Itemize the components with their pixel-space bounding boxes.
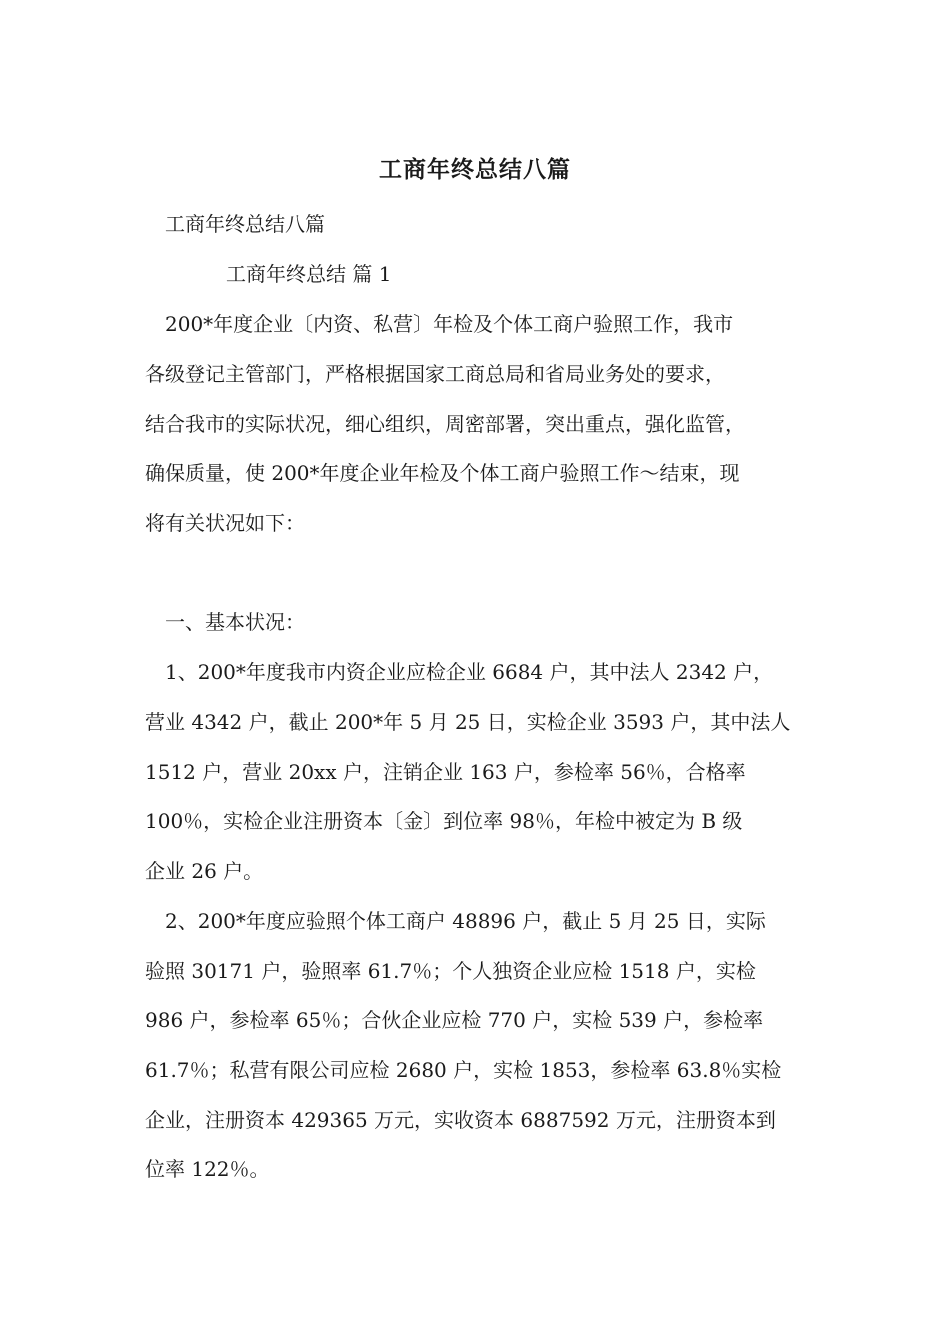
item1-line: 营业 4342 户，截止 200*年 5 月 25 日，实检企业 3593 户，其中法人: [145, 710, 791, 734]
document-subtitle: 工商年终总结八篇: [165, 212, 325, 236]
item1-line: 1512 户，营业 20xx 户，注销企业 163 户，参检率 56％，合格率: [145, 760, 746, 784]
item2-line: 企业，注册资本 429365 万元，实收资本 6887592 万元，注册资本到: [145, 1108, 776, 1132]
intro-line: 结合我市的实际状况，细心组织，周密部署，突出重点，强化监管，: [145, 412, 745, 436]
item1-line: 企业 26 户。: [145, 859, 264, 883]
item2-line: 位率 122％。: [145, 1157, 270, 1181]
item2-line: 986 户，参检率 65％；合伙企业应检 770 户，实检 539 户，参检率: [145, 1008, 764, 1032]
intro-line: 确保质量，使 200*年度企业年检及个体工商户验照工作～结束，现: [145, 461, 740, 485]
basic-heading: 一、基本状况：: [165, 610, 305, 634]
intro-line: 200*年度企业〔内资、私营〕年检及个体工商户验照工作，我市: [165, 312, 734, 336]
item2-line: 2、200*年度应验照个体工商户 48896 户，截止 5 月 25 日，实际: [165, 909, 766, 933]
intro-line: 将有关状况如下：: [145, 511, 305, 535]
item2-line: 验照 30171 户，验照率 61.7％；个人独资企业应检 1518 户，实检: [145, 959, 756, 983]
item2-line: 61.7％；私营有限公司应检 2680 户，实检 1853，参检率 63.8％实检: [145, 1058, 782, 1082]
document-title: 工商年终总结八篇: [379, 156, 571, 183]
item1-line: 100％，实检企业注册资本〔金〕到位率 98％，年检中被定为 B 级: [145, 809, 743, 833]
intro-line: 各级登记主管部门，严格根据国家工商总局和省局业务处的要求，: [145, 362, 725, 386]
section-heading: 工商年终总结 篇 1: [226, 262, 392, 286]
item1-line: 1、200*年度我市内资企业应检企业 6684 户，其中法人 2342 户，: [165, 660, 774, 684]
